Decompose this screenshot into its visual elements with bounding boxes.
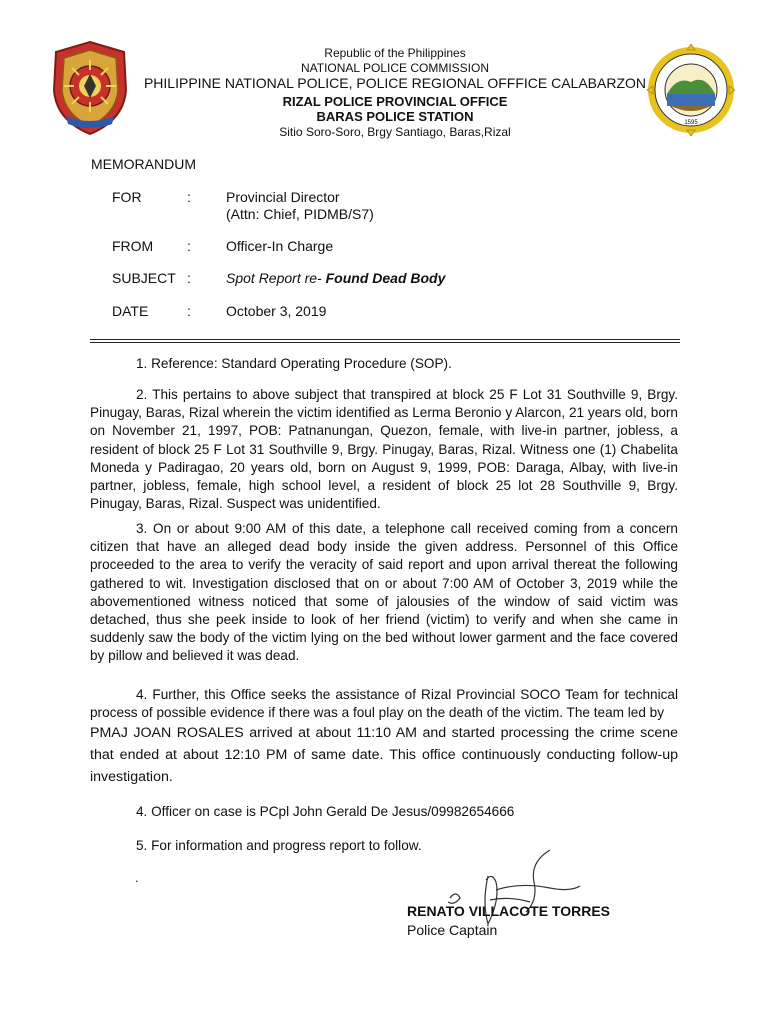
date-label: DATE — [112, 303, 149, 319]
pnp-seal-logo — [50, 40, 130, 136]
stray-dot: . — [135, 870, 139, 885]
subject-label: SUBJECT — [112, 270, 176, 286]
for-value: Provincial Director — [226, 189, 340, 205]
subject-prefix: Spot Report re- — [226, 270, 326, 286]
for-colon: : — [187, 189, 191, 205]
paragraph-3-text: 3. On or about 9:00 AM of this date, a telephone call received coming from a concern citizen that have an alleged dead body inside the given address. Personnel of this Office proceeded to the area to verify the veracity of said report and upon arrival thereat the following gathered to wit. Investigation disclosed that on or about 7:00 AM of October 3, 2019 while the abovementioned witness noticed that some of jalousies of the window of said victim was detached, thus she peek inside to look of her friend (victim) to verify and when she came in suddenly saw the body of the victim lying on the bed without lower garment and the face covered by pillow and believed it was dead. — [90, 521, 678, 664]
subject-colon: : — [187, 270, 191, 286]
divider-line-top — [90, 339, 680, 340]
signatory-name: RENATO VILLACOTE TORRES — [407, 903, 611, 919]
date-colon: : — [187, 303, 191, 319]
header-napolcom: NATIONAL POLICE COMMISSION — [300, 61, 490, 75]
from-colon: : — [187, 238, 191, 254]
paragraph-officer-on-case: 4. Officer on case is PCpl John Gerald De Jesus/09982654666 — [136, 804, 515, 819]
header-station: BARAS POLICE STATION — [316, 109, 474, 124]
header-republic: Republic of the Philippines — [324, 46, 466, 60]
paragraph-2-text: 2. This pertains to above subject that transpired at block 25 F Lot 31 Southville 9, Brgy. Pinugay, Baras, Rizal wherein the victim identified as Lerma Beronio y Alarcon, 21 years old, born on November 21, 1997, POB: Patnanungan, Quezon, female, with live-in partner, jobless, a resident of block 25 F Lot 31 Southville 9, Brgy. Pinugay, Baras, Rizal. Witness one (1) Chabelita Moneda y Padiragao, 20 years old, born on August 9, 1999, POB: Daraga, Albay, with live-in partner, jobless, female, high school level, a resident of block 25 lot 28 Southville 9, Brgy. Pinugay, Baras, Rizal. Suspect was unidentified. — [90, 387, 678, 512]
date-value: October 3, 2019 — [226, 303, 327, 319]
signatory-rank: Police Captain — [407, 922, 498, 938]
subject-value — [226, 270, 445, 287]
from-label: FROM — [112, 238, 154, 254]
paragraph-4 — [90, 686, 678, 722]
paragraph-1: 1. Reference: Standard Operating Procedure (SOP). — [136, 356, 452, 371]
seal-year: 1595 — [684, 120, 698, 126]
header-provincial-office: RIZAL POLICE PROVINCIAL OFFICE — [282, 94, 508, 109]
subject-bold: Found Dead Body — [325, 270, 446, 286]
divider-line-bottom — [90, 342, 680, 343]
header-pnp-region: PHILIPPINE NATIONAL POLICE, POLICE REGIONAL OFFFICE CALABARZON — [143, 75, 647, 91]
header-address: Sitio Soro-Soro, Brgy Santiago, Baras,Rizal — [279, 125, 511, 139]
paragraph-2 — [90, 386, 678, 513]
for-label: FOR — [112, 189, 142, 205]
paragraph-progress-report: 5. For information and progress report to follow. — [136, 838, 422, 853]
memo-title: MEMORANDUM — [91, 156, 196, 172]
paragraph-4-text-a: 4. Further, this Office seeks the assistance of Rizal Provincial SOCO Team for technical process of possible evidence if there was a foul play on the death of the victim. The team led by — [90, 687, 678, 721]
for-value-attn: (Attn: Chief, PIDMB/S7) — [226, 206, 374, 222]
paragraph-3 — [90, 520, 678, 666]
paragraph-4-continued: PMAJ JOAN ROSALES arrived at about 11:10 AM and started processing the crime scene that ended at about 12:10 PM of same date. This office continuously conducting follow-up investigation. — [90, 725, 678, 785]
from-value: Officer-In Charge — [226, 238, 334, 254]
